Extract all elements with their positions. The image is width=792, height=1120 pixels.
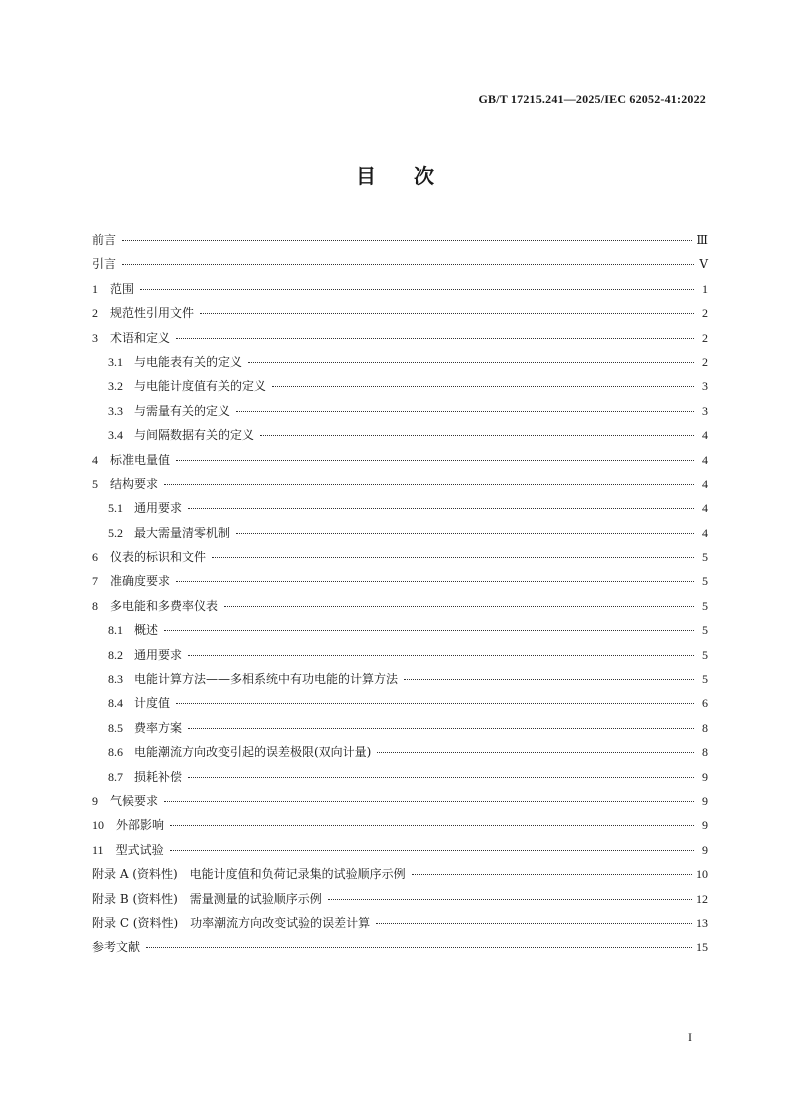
toc-entry[interactable]	[92, 252, 708, 276]
toc-entry-label: 多电能和多费率仪表	[110, 598, 219, 613]
title-char-2: 次	[414, 164, 436, 188]
dot-leader	[188, 508, 694, 509]
toc-entry-label: 气候要求	[110, 793, 159, 808]
toc-entry-page: 5	[702, 598, 708, 613]
toc-entry[interactable]	[92, 594, 708, 618]
dot-leader	[328, 899, 692, 900]
toc-entry-page: 8	[702, 720, 708, 735]
toc-entry-label: 电能潮流方向改变引起的误差极限(双向计量)	[134, 745, 372, 760]
toc-entry[interactable]	[92, 789, 708, 813]
title-char-1: 目	[356, 164, 378, 188]
dot-leader	[188, 777, 694, 778]
toc-entry-page: 2	[702, 354, 708, 369]
toc-entry-page: 10	[696, 867, 708, 882]
dot-leader	[140, 289, 694, 290]
toc-entry-page: Ⅲ	[696, 233, 708, 247]
toc-entry-number: 8	[92, 598, 98, 613]
dot-leader	[188, 655, 694, 656]
toc-entry-label: 最大需量清零机制	[134, 525, 231, 540]
toc-entry-number: 8.3	[108, 672, 123, 687]
toc-entry[interactable]	[92, 667, 708, 691]
toc-entry-page: 2	[702, 306, 708, 321]
toc-entry-number: 1	[92, 281, 98, 296]
toc-entry-number: 8.6	[108, 745, 123, 760]
toc-entry-page: 9	[702, 818, 708, 833]
toc-entry-number: 3	[92, 330, 98, 345]
toc-entry[interactable]	[92, 496, 708, 520]
toc-entry[interactable]	[92, 277, 708, 301]
dot-leader	[122, 240, 692, 241]
page-number: I	[688, 1030, 692, 1044]
toc-entry[interactable]	[92, 448, 708, 472]
dot-leader	[170, 825, 694, 826]
toc-entry[interactable]	[92, 545, 708, 569]
dot-leader	[164, 630, 694, 631]
toc-entry-page: 4	[702, 452, 708, 467]
toc-entry-page: 3	[702, 379, 708, 394]
toc-entry-label: 概述	[134, 623, 159, 638]
toc-entry-label: 术语和定义	[110, 330, 171, 345]
toc-entry-number: 6	[92, 550, 98, 565]
toc-entry-page: 1	[702, 281, 708, 296]
dot-leader	[146, 947, 692, 948]
toc-entry-page: 2	[702, 330, 708, 345]
toc-entry[interactable]	[92, 838, 708, 862]
toc-entry-label: 与电能表有关的定义	[134, 354, 243, 369]
toc-entry-label: 参考文献	[92, 940, 141, 955]
toc-entry[interactable]	[92, 618, 708, 642]
dot-leader	[260, 435, 694, 436]
toc-entry-label: 与电能计度值有关的定义	[134, 379, 267, 394]
toc-entry[interactable]	[92, 862, 708, 886]
toc-entry-label: 标准电量值	[110, 452, 171, 467]
toc-entry-page: 8	[702, 745, 708, 760]
toc-entry-number: 8.4	[108, 696, 123, 711]
dot-leader	[412, 874, 692, 875]
toc-entry-number: 3.3	[108, 403, 123, 418]
toc-entry-number: 8.7	[108, 769, 123, 784]
table-of-contents	[92, 228, 708, 960]
toc-entry-page: 13	[696, 915, 708, 930]
toc-entry-label: 与需量有关的定义	[134, 403, 231, 418]
toc-entry-page: 15	[696, 940, 708, 955]
dot-leader	[164, 801, 694, 802]
toc-entry-label: 规范性引用文件	[110, 306, 195, 321]
toc-entry-number: 4	[92, 452, 98, 467]
dot-leader	[376, 923, 692, 924]
toc-entry[interactable]	[92, 350, 708, 374]
toc-entry-number: 11	[92, 842, 104, 857]
toc-entry[interactable]	[92, 374, 708, 398]
toc-entry[interactable]	[92, 472, 708, 496]
dot-leader	[236, 411, 694, 412]
dot-leader	[176, 703, 694, 704]
toc-entry-number: 5.2	[108, 525, 123, 540]
toc-entry-number: 8.2	[108, 647, 123, 662]
toc-entry-page: 5	[702, 672, 708, 687]
toc-entry[interactable]	[92, 423, 708, 447]
toc-entry-page: 9	[702, 842, 708, 857]
toc-entry-number: 3.4	[108, 428, 123, 443]
toc-entry-number: 3.2	[108, 379, 123, 394]
toc-entry[interactable]	[92, 813, 708, 837]
page-title	[0, 160, 792, 189]
toc-entry-page: 9	[702, 793, 708, 808]
toc-entry-label: 计度值	[134, 696, 171, 711]
toc-entry-label: 附录 C (资料性) 功率潮流方向改变试验的误差计算	[92, 915, 371, 930]
toc-entry[interactable]	[92, 521, 708, 545]
toc-entry[interactable]	[92, 326, 708, 350]
toc-entry-label: 仪表的标识和文件	[110, 550, 207, 565]
toc-entry[interactable]	[92, 911, 708, 935]
toc-entry-label: 损耗补偿	[134, 769, 183, 784]
toc-entry[interactable]	[92, 301, 708, 325]
toc-entry-label: 范围	[110, 281, 135, 296]
toc-entry[interactable]	[92, 740, 708, 764]
dot-leader	[170, 850, 694, 851]
toc-entry-page: Ⅴ	[699, 257, 708, 272]
toc-entry-number: 10	[92, 818, 104, 833]
dot-leader	[176, 581, 694, 582]
toc-entry-number: 5.1	[108, 501, 123, 516]
toc-entry-label: 与间隔数据有关的定义	[134, 428, 255, 443]
toc-entry-page: 4	[702, 428, 708, 443]
toc-entry[interactable]	[92, 716, 708, 740]
dot-leader	[176, 460, 694, 461]
toc-entry-label: 电能计算方法——多相系统中有功电能的计算方法	[134, 672, 399, 687]
toc-entry[interactable]	[92, 935, 708, 959]
toc-entry-page: 5	[702, 574, 708, 589]
toc-entry-number: 3.1	[108, 354, 123, 369]
toc-entry[interactable]	[92, 399, 708, 423]
toc-entry-page: 12	[696, 891, 708, 906]
dot-leader	[188, 728, 694, 729]
toc-entry-page: 6	[702, 696, 708, 711]
toc-entry-number: 5	[92, 476, 98, 491]
toc-entry-page: 5	[702, 623, 708, 638]
toc-entry[interactable]	[92, 691, 708, 715]
dot-leader	[236, 533, 694, 534]
toc-entry-page: 5	[702, 647, 708, 662]
dot-leader	[164, 484, 694, 485]
toc-entry-label: 型式试验	[115, 842, 164, 857]
toc-entry-page: 4	[702, 476, 708, 491]
toc-entry-number: 9	[92, 793, 98, 808]
toc-entry-page: 5	[702, 550, 708, 565]
dot-leader	[272, 386, 694, 387]
toc-entry-number: 7	[92, 574, 98, 589]
dot-leader	[377, 752, 694, 753]
dot-leader	[212, 557, 694, 558]
document-code: GB/T 17215.241—2025/IEC 62052-41:2022	[478, 92, 706, 106]
toc-entry-number: 8.5	[108, 720, 123, 735]
toc-entry-page: 4	[702, 525, 708, 540]
toc-entry-number: 2	[92, 306, 98, 321]
dot-leader	[404, 679, 694, 680]
toc-entry-page: 9	[702, 769, 708, 784]
toc-entry-label: 外部影响	[116, 818, 165, 833]
toc-entry-page: 4	[702, 501, 708, 516]
toc-entry-number: 8.1	[108, 623, 123, 638]
toc-entry[interactable]	[92, 228, 708, 252]
dot-leader	[200, 313, 694, 314]
toc-entry-label: 引言	[92, 257, 117, 272]
toc-entry-label: 准确度要求	[110, 574, 171, 589]
toc-entry-page: 3	[702, 403, 708, 418]
dot-leader	[176, 338, 694, 339]
dot-leader	[224, 606, 694, 607]
toc-entry-label: 结构要求	[110, 476, 159, 491]
toc-entry[interactable]	[92, 765, 708, 789]
toc-entry-label: 费率方案	[134, 720, 183, 735]
toc-entry-label: 附录 B (资料性) 需量测量的试验顺序示例	[92, 891, 322, 906]
dot-leader	[248, 362, 694, 363]
dot-leader	[122, 264, 694, 265]
toc-entry-label: 通用要求	[134, 647, 183, 662]
toc-entry-label: 前言	[92, 233, 117, 247]
toc-entry[interactable]	[92, 887, 708, 911]
toc-entry[interactable]	[92, 569, 708, 593]
toc-entry[interactable]	[92, 643, 708, 667]
toc-entry-label: 通用要求	[134, 501, 183, 516]
toc-entry-label: 附录 A (资料性) 电能计度值和负荷记录集的试验顺序示例	[92, 867, 406, 882]
